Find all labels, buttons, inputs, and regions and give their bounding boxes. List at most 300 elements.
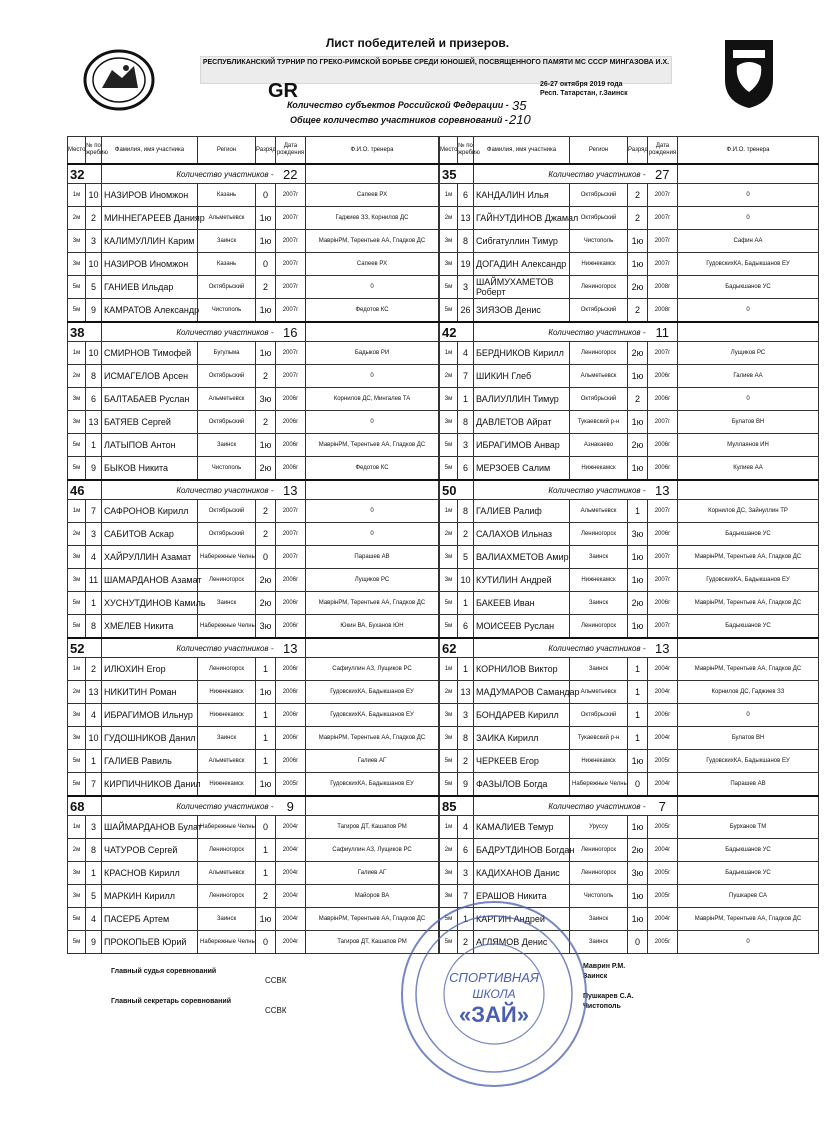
table-row [440, 207, 819, 230]
place-cell: 5м [68, 908, 86, 931]
table-row [68, 207, 439, 230]
birth-year-cell: 2004г [276, 816, 306, 839]
place-cell: 1м [68, 658, 86, 681]
athlete-name-cell: ДАВЛЕТОВ Айрат [474, 411, 570, 434]
athlete-name-cell: ГАЙНУТДИНОВ Джамал [474, 207, 570, 230]
athlete-name-cell: ГАНИЕВ Ильдар [102, 276, 198, 299]
rank-cell: 1ю [256, 299, 276, 323]
place-cell: 1м [440, 342, 458, 365]
place-cell: 3м [440, 885, 458, 908]
region-cell: Набережные Челны [198, 546, 256, 569]
coach-cell: ГудовскихКА, Бадыкшанов ЕУ [306, 773, 439, 797]
place-cell: 3м [68, 704, 86, 727]
region-cell: Лениногорск [570, 342, 628, 365]
athlete-name-cell: ПРОКОПЬЕВ Юрий [102, 931, 198, 954]
birth-year-cell: 2008г [648, 276, 678, 299]
weight-group-row [440, 322, 819, 342]
coach-cell: Кулиев АА [678, 457, 819, 481]
athlete-name-cell: КАЛИМУЛЛИН Карим [102, 230, 198, 253]
participants-count-value: 11 [648, 322, 678, 342]
rank-cell: 2 [628, 207, 648, 230]
table-row [440, 365, 819, 388]
region-cell: Альметьевск [198, 862, 256, 885]
table-row [68, 727, 439, 750]
region-cell: Лениногорск [198, 885, 256, 908]
region-cell: Нижнекамск [198, 681, 256, 704]
column-header-name: Фамилия, имя участника [102, 137, 198, 165]
athlete-name-cell: НИКИТИН Роман [102, 681, 198, 704]
birth-year-cell: 2007г [648, 184, 678, 207]
region-cell: Октябрьский [198, 523, 256, 546]
column-header-name: Фамилия, имя участника [474, 137, 570, 165]
place-cell: 1м [68, 342, 86, 365]
subjects-label: Количество субъектов Российской Федерации - [287, 100, 509, 110]
group-spacer [678, 796, 819, 816]
participants-value: 210 [509, 112, 531, 127]
table-row [68, 253, 439, 276]
birth-year-cell: 2006г [276, 615, 306, 639]
participants-count-value: 13 [276, 638, 306, 658]
coach-cell: Бадыкшанов УС [678, 276, 819, 299]
weight-category: 52 [68, 638, 102, 658]
rank-cell: 2 [256, 885, 276, 908]
place-cell: 3м [440, 411, 458, 434]
table-row [68, 500, 439, 523]
rank-cell: 1ю [628, 816, 648, 839]
place-cell: 3м [68, 569, 86, 592]
coach-cell: Галиев АА [678, 365, 819, 388]
rank-cell: 0 [256, 184, 276, 207]
draw-number-cell: 3 [86, 230, 102, 253]
draw-number-cell: 3 [86, 523, 102, 546]
chief-judge-category: ССВК [265, 976, 287, 985]
draw-number-cell: 8 [458, 411, 474, 434]
region-cell: Нижнекамск [570, 569, 628, 592]
coach-cell: Булатов ВН [678, 727, 819, 750]
region-cell: Лениногорск [570, 615, 628, 639]
draw-number-cell: 6 [458, 184, 474, 207]
rank-cell: 1 [256, 658, 276, 681]
draw-number-cell: 5 [458, 546, 474, 569]
weight-category: 35 [440, 164, 474, 184]
place-cell: 3м [440, 253, 458, 276]
coach-cell: МаврінРМ, Терентьев АА, Гладков ДС [306, 434, 439, 457]
birth-year-cell: 2004г [648, 681, 678, 704]
coach-cell: 0 [678, 299, 819, 323]
birth-year-cell: 2007г [648, 253, 678, 276]
draw-number-cell: 2 [458, 750, 474, 773]
place-cell: 2м [440, 523, 458, 546]
weight-category: 62 [440, 638, 474, 658]
rank-cell: 1ю [256, 230, 276, 253]
birth-year-cell: 2006г [276, 727, 306, 750]
birth-year-cell: 2006г [276, 704, 306, 727]
coach-cell: 0 [306, 276, 439, 299]
draw-number-cell: 8 [86, 615, 102, 639]
birth-year-cell: 2006г [276, 388, 306, 411]
coach-cell: МаврінРМ, Терентьев АА, Гладков ДС [306, 727, 439, 750]
participants-count-value: 13 [648, 638, 678, 658]
rank-cell: 0 [256, 816, 276, 839]
table-row [440, 750, 819, 773]
birth-year-cell: 2006г [276, 434, 306, 457]
group-spacer [306, 638, 439, 658]
coach-cell: Парашев АВ [306, 546, 439, 569]
draw-number-cell: 1 [86, 862, 102, 885]
rank-cell: 1 [256, 862, 276, 885]
rank-cell: 1ю [256, 773, 276, 797]
rank-cell: 0 [628, 773, 648, 797]
draw-number-cell: 11 [86, 569, 102, 592]
draw-number-cell: 4 [458, 342, 474, 365]
region-cell: Чистополь [198, 299, 256, 323]
weight-group-row [440, 164, 819, 184]
athlete-name-cell: АГЛЯМОВ Денис [474, 931, 570, 954]
region-cell: Уруссу [570, 816, 628, 839]
place-cell: 3м [68, 862, 86, 885]
draw-number-cell: 6 [458, 457, 474, 481]
birth-year-cell: 2005г [648, 931, 678, 954]
place-cell: 5м [440, 299, 458, 323]
coach-cell: Бадыкшанов УС [678, 862, 819, 885]
place-cell: 5м [68, 931, 86, 954]
draw-number-cell: 1 [458, 908, 474, 931]
coach-cell: Сафин АА [678, 230, 819, 253]
birth-year-cell: 2006г [648, 592, 678, 615]
rank-cell: 1ю [256, 681, 276, 704]
place-cell: 2м [68, 681, 86, 704]
table-row [68, 184, 439, 207]
rank-cell: 1 [628, 704, 648, 727]
athlete-name-cell: КОРНИЛОВ Виктор [474, 658, 570, 681]
region-cell: Казань [198, 184, 256, 207]
table-row [68, 862, 439, 885]
coach-cell: Тагиров ДТ, Кашапов РМ [306, 931, 439, 954]
region-cell: Лениногорск [198, 658, 256, 681]
coach-cell: 0 [306, 523, 439, 546]
coach-cell: 0 [678, 704, 819, 727]
athlete-name-cell: БЕРДНИКОВ Кирилл [474, 342, 570, 365]
coach-cell: МаврінРМ, Терентьев АА, Гладков ДС [678, 592, 819, 615]
coach-cell: 0 [678, 931, 819, 954]
region-cell: Набережные Челны [198, 615, 256, 639]
region-cell: Октябрьский [198, 276, 256, 299]
table-row [68, 750, 439, 773]
place-cell: 5м [440, 750, 458, 773]
coach-cell: Юкин ВА, Буханов ЮН [306, 615, 439, 639]
region-cell: Казань [198, 253, 256, 276]
draw-number-cell: 7 [86, 500, 102, 523]
place-cell: 2м [68, 365, 86, 388]
athlete-name-cell: МОИСЕЕВ Руслан [474, 615, 570, 639]
rank-cell: 1ю [628, 569, 648, 592]
birth-year-cell: 2004г [276, 885, 306, 908]
draw-number-cell: 6 [86, 388, 102, 411]
coach-cell: 0 [306, 411, 439, 434]
chief-secretary-label: Главный секретарь соревнований [111, 998, 232, 1005]
birth-year-cell: 2006г [276, 658, 306, 681]
draw-number-cell: 7 [458, 365, 474, 388]
table-row [440, 457, 819, 481]
birth-year-cell: 2004г [276, 908, 306, 931]
participants-count-value: 13 [276, 480, 306, 500]
weight-category: 85 [440, 796, 474, 816]
athlete-name-cell: КУТИЛИН Андрей [474, 569, 570, 592]
place-cell: 3м [68, 230, 86, 253]
region-cell: Заинск [570, 908, 628, 931]
rank-cell: 2 [628, 388, 648, 411]
draw-number-cell: 9 [86, 457, 102, 481]
draw-number-cell: 4 [86, 908, 102, 931]
birth-year-cell: 2004г [648, 839, 678, 862]
place-cell: 3м [440, 727, 458, 750]
draw-number-cell: 10 [458, 569, 474, 592]
table-row [440, 704, 819, 727]
rank-cell: 2ю [256, 457, 276, 481]
athlete-name-cell: ВАЛИАХМЕТОВ Амир [474, 546, 570, 569]
athlete-name-cell: ХУСНУТДИНОВ Камиль [102, 592, 198, 615]
table-row [68, 388, 439, 411]
rank-cell: 1 [256, 727, 276, 750]
place-cell: 5м [68, 276, 86, 299]
athlete-name-cell: СМИРНОВ Тимофей [102, 342, 198, 365]
coach-cell: МаврінРМ, Терентьев АА, Гладков ДС [306, 592, 439, 615]
participants-count-label: Количество участников - [102, 638, 276, 658]
place-cell: 3м [440, 388, 458, 411]
region-cell: Заинск [570, 658, 628, 681]
rank-cell: 2 [256, 500, 276, 523]
chief-judge-city: Заинск [583, 973, 608, 980]
table-row [68, 365, 439, 388]
table-row [68, 681, 439, 704]
column-header-place: Место [440, 137, 458, 165]
region-cell: Октябрьский [570, 704, 628, 727]
coach-cell: Парашев АВ [678, 773, 819, 797]
athlete-name-cell: НАЗИРОВ Иномжон [102, 253, 198, 276]
coach-cell: 0 [306, 500, 439, 523]
region-cell: Нижнекамск [198, 773, 256, 797]
place-cell: 5м [68, 615, 86, 639]
athlete-name-cell: КАРГИН Андрей [474, 908, 570, 931]
coach-cell: Лущиков РС [678, 342, 819, 365]
rank-cell: 0 [256, 546, 276, 569]
birth-year-cell: 2007г [648, 500, 678, 523]
draw-number-cell: 8 [458, 230, 474, 253]
athlete-name-cell: БАДРУТДИНОВ Богдан [474, 839, 570, 862]
draw-number-cell: 9 [458, 773, 474, 797]
table-row [440, 546, 819, 569]
coach-cell: ГудовскихКА, Бадыкшанов ЕУ [306, 704, 439, 727]
birth-year-cell: 2004г [648, 773, 678, 797]
birth-year-cell: 2004г [648, 908, 678, 931]
athlete-name-cell: ЛАТЫПОВ Антон [102, 434, 198, 457]
region-cell: Октябрьский [198, 500, 256, 523]
coach-cell: Бадыкшанов УС [678, 523, 819, 546]
athlete-name-cell: ИЛЮХИН Егор [102, 658, 198, 681]
rank-cell: 0 [256, 931, 276, 954]
table-row [440, 727, 819, 750]
region-cell: Лениногорск [570, 862, 628, 885]
birth-year-cell: 2006г [276, 750, 306, 773]
region-cell: Тукаевский р-н [570, 411, 628, 434]
birth-year-cell: 2004г [276, 931, 306, 954]
participants-count-label: Количество участников - [474, 638, 648, 658]
birth-year-cell: 2007г [276, 184, 306, 207]
place-cell: 5м [440, 908, 458, 931]
birth-year-cell: 2004г [276, 839, 306, 862]
rank-cell: 1 [256, 839, 276, 862]
region-cell: Чистополь [570, 230, 628, 253]
rank-cell: 2ю [628, 592, 648, 615]
region-cell: Чистополь [570, 885, 628, 908]
athlete-name-cell: ИБРАГИМОВ Ильнур [102, 704, 198, 727]
coach-cell: МаврінРМ, Терентьев АА, Гладков ДС [678, 658, 819, 681]
coach-cell: 0 [306, 365, 439, 388]
weight-category: 32 [68, 164, 102, 184]
place-cell: 5м [440, 276, 458, 299]
rank-cell: 1ю [256, 342, 276, 365]
coach-cell: Галиев АГ [306, 862, 439, 885]
draw-number-cell: 19 [458, 253, 474, 276]
rank-cell: 1 [256, 704, 276, 727]
region-cell: Тукаевский р-н [570, 727, 628, 750]
birth-year-cell: 2006г [648, 523, 678, 546]
draw-number-cell: 1 [86, 750, 102, 773]
draw-number-cell: 1 [458, 388, 474, 411]
birth-year-cell: 2007г [276, 500, 306, 523]
draw-number-cell: 4 [86, 704, 102, 727]
birth-year-cell: 2007г [648, 342, 678, 365]
place-cell: 2м [440, 839, 458, 862]
athlete-name-cell: ШИКИН Глеб [474, 365, 570, 388]
draw-number-cell: 10 [86, 253, 102, 276]
region-cell: Заинск [198, 592, 256, 615]
rank-cell: 2ю [628, 276, 648, 299]
chief-judge-label: Главный судья соревнований [111, 968, 217, 975]
participants-count-value: 13 [648, 480, 678, 500]
place-cell: 5м [68, 299, 86, 323]
chief-secretary-city: Чистополь [583, 1003, 621, 1010]
region-cell: Нижнекамск [570, 750, 628, 773]
place-cell: 1м [68, 816, 86, 839]
rank-cell: 2ю [256, 569, 276, 592]
participants-count-label: Количество участников - [102, 322, 276, 342]
school-emblem-icon [82, 48, 156, 112]
place-cell: 1м [68, 500, 86, 523]
weight-group-row [440, 796, 819, 816]
table-row [68, 704, 439, 727]
table-row [68, 342, 439, 365]
coach-cell: Тагиров ДТ, Кашапов РМ [306, 816, 439, 839]
draw-number-cell: 8 [458, 727, 474, 750]
rank-cell: 3ю [628, 862, 648, 885]
place-cell: 2м [68, 207, 86, 230]
place-cell: 3м [68, 411, 86, 434]
birth-year-cell: 2006г [276, 592, 306, 615]
rank-cell: 0 [256, 253, 276, 276]
region-cell: Заинск [198, 727, 256, 750]
place-cell: 5м [440, 615, 458, 639]
birth-year-cell: 2007г [276, 207, 306, 230]
table-row [440, 434, 819, 457]
table-row [68, 839, 439, 862]
coach-cell: 0 [678, 184, 819, 207]
group-spacer [306, 796, 439, 816]
table-row [440, 592, 819, 615]
rank-cell: 1ю [628, 230, 648, 253]
place-cell: 1м [440, 658, 458, 681]
region-cell: Заинск [570, 931, 628, 954]
draw-number-cell: 2 [86, 658, 102, 681]
stamp-line-2: ШКОЛА [472, 987, 516, 1001]
draw-number-cell: 3 [458, 704, 474, 727]
place-cell: 2м [440, 207, 458, 230]
birth-year-cell: 2006г [276, 569, 306, 592]
page-title: Лист победителей и призеров. [325, 36, 510, 50]
column-header-region: Регион [570, 137, 628, 165]
group-spacer [678, 164, 819, 184]
place-cell: 5м [440, 457, 458, 481]
athlete-name-cell: ВАЛИУЛЛИН Тимур [474, 388, 570, 411]
table-row [440, 388, 819, 411]
weight-group-row [68, 480, 439, 500]
table-row [440, 658, 819, 681]
region-cell: Октябрьский [198, 411, 256, 434]
table-row [440, 816, 819, 839]
rank-cell: 1 [628, 500, 648, 523]
column-header-coach: Ф.И.О. тренера [306, 137, 439, 165]
athlete-name-cell: ИСМАГЕЛОВ Арсен [102, 365, 198, 388]
rank-cell: 0 [628, 931, 648, 954]
draw-number-cell: 10 [86, 184, 102, 207]
region-cell: Альметьевск [570, 681, 628, 704]
table-row [68, 434, 439, 457]
rank-cell: 2 [628, 299, 648, 323]
coach-cell: Галиев АГ [306, 750, 439, 773]
athlete-name-cell: НАЗИРОВ Иномжон [102, 184, 198, 207]
athlete-name-cell: БЫКОВ Никита [102, 457, 198, 481]
rank-cell: 2 [256, 365, 276, 388]
rank-cell: 1ю [256, 207, 276, 230]
place-cell: 2м [440, 365, 458, 388]
region-cell: Альметьевск [198, 750, 256, 773]
rank-cell: 3ю [256, 615, 276, 639]
table-row [68, 615, 439, 639]
place-cell: 2м [68, 839, 86, 862]
athlete-name-cell: САЛАХОВ Ильназ [474, 523, 570, 546]
draw-number-cell: 2 [86, 207, 102, 230]
athlete-name-cell: КАДИХАНОВ Данис [474, 862, 570, 885]
athlete-name-cell: МАРКИН Кирилл [102, 885, 198, 908]
region-cell: Альметьевск [198, 388, 256, 411]
rank-cell: 1ю [628, 750, 648, 773]
stamp-line-1: СПОРТИВНАЯ [449, 970, 539, 985]
rank-cell: 2 [256, 523, 276, 546]
table-row [68, 908, 439, 931]
column-header-coach: Ф.И.О. тренера [678, 137, 819, 165]
coach-cell: Сапеев РХ [306, 253, 439, 276]
event-place: Респ. Татарстан, г.Заинск [540, 90, 628, 97]
participants-count-label: Количество участников - [474, 164, 648, 184]
participants-count-label: Количество участников - [474, 322, 648, 342]
coach-cell: Сафиуллин АЗ, Лущиков РС [306, 839, 439, 862]
results-table-right [439, 136, 819, 954]
place-cell: 5м [440, 773, 458, 797]
athlete-name-cell: БОНДАРЕВ Кирилл [474, 704, 570, 727]
draw-number-cell: 7 [86, 773, 102, 797]
draw-number-cell: 26 [458, 299, 474, 323]
rank-cell: 2ю [256, 592, 276, 615]
